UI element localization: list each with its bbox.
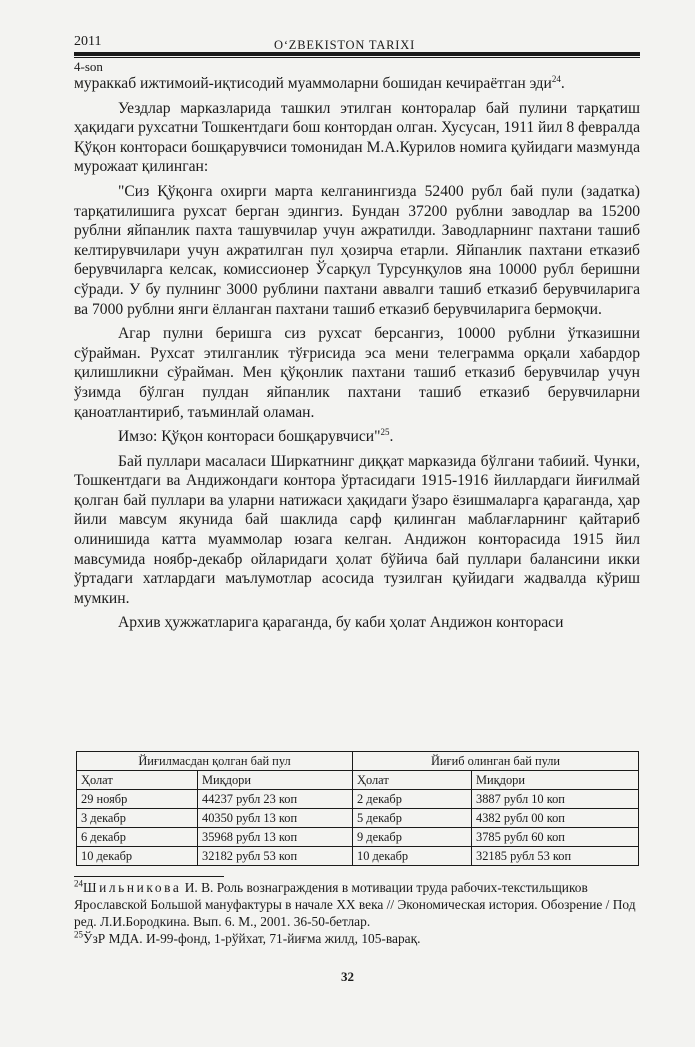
- table-cell: 4382 рубл 00 коп: [472, 809, 639, 828]
- footnote-ref: 25: [380, 426, 390, 437]
- table-cell: 3887 рубл 10 коп: [472, 790, 639, 809]
- table-column-header-row: [77, 771, 639, 790]
- table-column-header: Ҳолат: [77, 771, 198, 790]
- paragraph: Бай пуллари масаласи Ширкатнинг диққат марказида бўлгани табиий. Чунки, Тошкентдаги ва Андижондаги контора ўртасидаги 1915-1916 йиллардаги йиғилмай қолган бай пуллари ва уларни натижаси ҳақидаги ўзаро ёзишмаларга қараганда, ҳар йили мавсум якунида бай шаклида сарф қилинган маблағларнинг қайтариб олинишида катта муаммолар юзага келган. Андижон конторасида 1915 йил мавсумида ноябр-декабр ойларидаги ҳолат бўйича бай пуллари балансини икки ўртадаги хатлардаги маълумотлар асосида тузилган қуйидаги жадвалда кўриш мумкин.: [74, 452, 640, 607]
- table-column-header: Миқдори: [198, 771, 353, 790]
- table-column-header: Ҳолат: [353, 771, 472, 790]
- table-cell: 32185 рубл 53 коп: [472, 847, 639, 866]
- paragraph: мураккаб ижтимоий-иқтисодий муаммоларни бошидан кечираётган эди$^{24}$.: [74, 73, 565, 92]
- table-group-header-left: Йиғилмасдан қолган бай пул: [77, 752, 353, 771]
- table-cell: 32182 рубл 53 коп: [198, 847, 353, 866]
- table-row: [77, 828, 639, 847]
- table-row: [77, 790, 639, 809]
- footnote: $^{25}$ЎзР МДА. И-99-фонд, 1-рўйхат, 71-йиғма жилд, 105-варақ.: [74, 929, 421, 946]
- footnotes: [74, 879, 640, 947]
- table-group-header-row: [77, 752, 639, 771]
- table-cell: 40350 рубл 13 коп: [198, 809, 353, 828]
- table-cell: 5 декабр: [353, 809, 472, 828]
- table-column-header: Миқдори: [472, 771, 639, 790]
- paragraph-signature: Имзо: Қўқон контораси бошқарувчиси"$^{25}$.: [118, 426, 394, 446]
- footnote-separator: [74, 876, 224, 877]
- bai-money-table: [76, 751, 639, 866]
- header-journal-title: O‘ZBEKISTON TARIXI: [274, 38, 416, 52]
- paragraph: Уездлар марказларида ташкил этилган конторалар бай пулини тарқатиш ҳақидаги рухсатни Тошкентдаги бош контордан олган. Хусусан, 1911 йил 8 февралда Қўқон контораси бошқарувчиси томонидан М.А.Курилов номига қуйидаги мазмунда мурожаат қилинган:: [74, 99, 640, 176]
- table-cell: 3785 рубл 60 коп: [472, 828, 639, 847]
- running-header: [74, 30, 640, 54]
- table-row: [77, 809, 639, 828]
- header-rule-thin: [74, 57, 640, 58]
- page-number: 32: [341, 969, 354, 984]
- body-text: [74, 74, 640, 638]
- footnote-ref: 24: [551, 73, 561, 84]
- header-issue: 4-son: [74, 59, 103, 74]
- table-cell: 10 декабр: [77, 847, 198, 866]
- paragraph-quote: "Сиз Қўқонга охирги марта келганингизда 52400 рубл бай пули (задатка) тарқатилишига рухсат берган эдингиз. Бундан 37200 рублни заводлар ва 15200 рублни яйпанлик пахта ташувчилар учун ажратилди. Заводларнинг пахтани ташиб келтирувчилари учун ажратилган пул ҳозирча етарли. Яйпанлик пахтани етказиб берувчиларга келсак, комиссионер Ўсарқул Турсунқулов яна 10000 рубл беришни сўради. У бу пулнинг 3000 рублини пахтани аввалги ташиб етказиб берувчиларига ва 7000 рублни янги ёлланган пахтани ташиб етказиб берувчиларига бермоқчи.: [74, 182, 640, 318]
- header-year: 2011: [74, 34, 102, 49]
- header-rule-thick: [74, 52, 640, 56]
- table-cell: 10 декабр: [353, 847, 472, 866]
- table-cell: 2 декабр: [353, 790, 472, 809]
- table-group-header-right: Йиғиб олинган бай пули: [353, 752, 639, 771]
- table-cell: 9 декабр: [353, 828, 472, 847]
- table-cell: 6 декабр: [77, 828, 198, 847]
- table-cell: 3 декабр: [77, 809, 198, 828]
- table-cell: 35968 рубл 13 коп: [198, 828, 353, 847]
- footnote-author: Шильникова: [83, 880, 182, 895]
- footnote: $^{24}$Шильникова И. В. Роль вознаграждения в мотивации труда рабочих-текстильщиков Ярославской Большой мануфактуры в начале XX века // Экономическая история. Обозрение / Под ред. Л.И.Бородкина. Вып. 6. М., 2001. 36-50-бетлар.: [74, 878, 636, 929]
- table-cell: 44237 рубл 23 коп: [198, 790, 353, 809]
- paragraph: Архив ҳужжатларига қараганда, бу каби ҳолат Андижон контораси: [118, 614, 564, 632]
- paragraph-quote: Агар пулни беришга сиз рухсат берсангиз, 10000 рублни ўтказишни сўрайман. Рухсат этилганлик тўғрисида эса мени телеграмма орқали хабардор қилишликни сўрайман. Мен қўқонлик пахтани ташиб етказиб берувчилар учун ўзимда бўлган пулдан яйпанлик пахтани ташиб етказиб берувчиларни қаноатлантириб, таъминлай оламан.: [74, 325, 640, 421]
- table-row: [77, 847, 639, 866]
- table-cell: 29 ноябр: [77, 790, 198, 809]
